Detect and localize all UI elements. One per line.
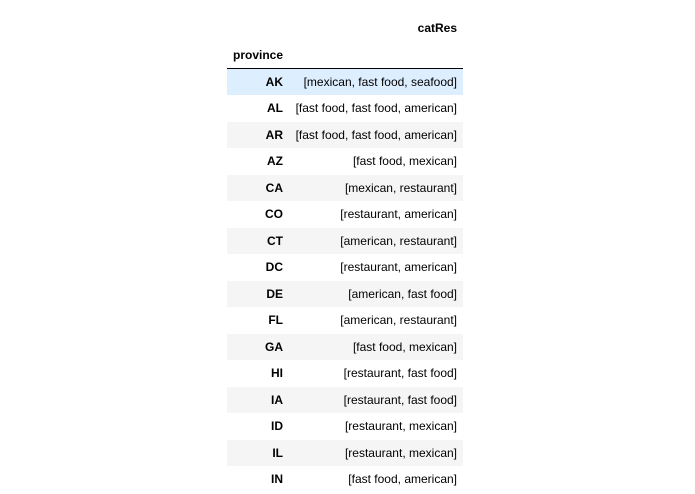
table-row[interactable]: [227, 201, 463, 228]
index-name-row: [227, 41, 463, 69]
index-name-province[interactable]: province: [227, 41, 289, 69]
table-row[interactable]: [227, 307, 463, 334]
row-value-cell: [fast food, mexican]: [352, 154, 458, 169]
row-value-cell: [restaurant, mexican]: [344, 445, 458, 460]
row-index-cell: CA: [265, 180, 284, 195]
row-index-cell: CO: [265, 207, 284, 222]
row-index-cell: GA: [265, 339, 284, 354]
row-index-cell: HI: [271, 366, 284, 381]
row-index-cell: AZ: [267, 154, 284, 169]
row-value-cell: [american, fast food]: [348, 286, 458, 301]
row-index-cell: DC: [265, 260, 284, 275]
row-value-cell: [restaurant, american]: [340, 207, 458, 222]
table-row[interactable]: [227, 228, 463, 255]
table-row[interactable]: [227, 69, 463, 96]
row-value-cell: [fast food, fast food, american]: [295, 127, 458, 142]
row-value-cell: [fast food, mexican]: [352, 339, 458, 354]
row-value-cell: [mexican, fast food, seafood]: [303, 75, 458, 89]
row-index-cell: AL: [267, 101, 284, 116]
index-corner-cell: [227, 14, 289, 41]
table-row[interactable]: [227, 440, 463, 467]
table-row[interactable]: [227, 334, 463, 361]
row-index-cell: AK: [265, 75, 284, 89]
row-value-cell: [fast food, american]: [348, 472, 458, 487]
row-value-cell: [restaurant, american]: [340, 260, 458, 275]
table-row[interactable]: [227, 254, 463, 281]
row-index-cell: ID: [271, 419, 284, 434]
table-row[interactable]: [227, 281, 463, 308]
row-index-cell: IA: [271, 392, 284, 407]
column-header-catres[interactable]: catRes: [417, 20, 458, 35]
row-index-cell: FL: [268, 313, 284, 328]
table-row[interactable]: [227, 95, 463, 122]
row-value-cell: [restaurant, fast food]: [343, 366, 458, 381]
row-value-cell: [restaurant, mexican]: [344, 419, 458, 434]
table-row[interactable]: [227, 360, 463, 387]
table-row[interactable]: [227, 122, 463, 149]
row-index-cell: DE: [266, 286, 284, 301]
table-body: [227, 69, 463, 493]
table-row[interactable]: [227, 148, 463, 175]
row-index-cell: IL: [272, 445, 284, 460]
dataframe-table: [227, 14, 463, 493]
row-value-cell: [american, restaurant]: [340, 233, 458, 248]
table-header: [227, 14, 463, 69]
row-value-cell: [fast food, fast food, american]: [295, 101, 458, 116]
index-name-spacer: [289, 41, 463, 69]
table-row[interactable]: [227, 387, 463, 414]
row-index-cell: IN: [271, 472, 284, 487]
table-row[interactable]: [227, 175, 463, 202]
table-row[interactable]: [227, 466, 463, 493]
row-value-cell: [mexican, restaurant]: [344, 180, 458, 195]
table-row[interactable]: [227, 413, 463, 440]
column-header-row: [227, 14, 463, 41]
row-index-cell: CT: [267, 233, 284, 248]
row-value-cell: [american, restaurant]: [340, 313, 458, 328]
row-index-cell: AR: [265, 127, 284, 142]
row-value-cell: [restaurant, fast food]: [343, 392, 458, 407]
